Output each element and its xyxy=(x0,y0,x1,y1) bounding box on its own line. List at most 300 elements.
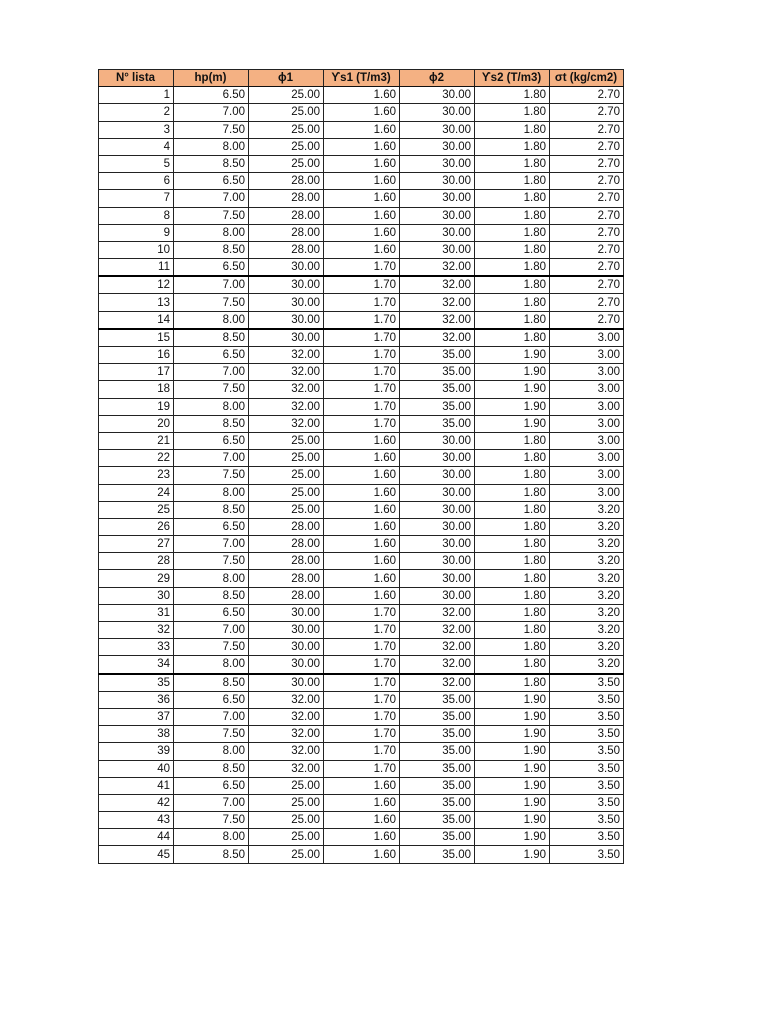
cell-n-lista[interactable]: 34 xyxy=(99,656,174,674)
cell-gamma-s2[interactable]: 1.90 xyxy=(475,398,550,415)
cell-gamma-s2[interactable]: 1.80 xyxy=(475,104,550,121)
cell-gamma-s1[interactable]: 1.60 xyxy=(324,224,400,241)
cell-gamma-s2[interactable]: 1.80 xyxy=(475,432,550,449)
cell-gamma-s1[interactable]: 1.60 xyxy=(324,121,400,138)
cell-hp[interactable]: 8.00 xyxy=(174,311,249,329)
cell-gamma-s1[interactable]: 1.70 xyxy=(324,294,400,311)
cell-gamma-s2[interactable]: 1.80 xyxy=(475,173,550,190)
cell-gamma-s2[interactable]: 1.90 xyxy=(475,347,550,364)
cell-hp[interactable]: 6.50 xyxy=(174,87,249,104)
cell-n-lista[interactable]: 21 xyxy=(99,432,174,449)
cell-gamma-s1[interactable]: 1.70 xyxy=(324,381,400,398)
cell-sigma-t[interactable]: 2.70 xyxy=(550,138,624,155)
cell-phi2[interactable]: 30.00 xyxy=(400,87,475,104)
cell-hp[interactable]: 8.00 xyxy=(174,224,249,241)
cell-phi2[interactable]: 32.00 xyxy=(400,294,475,311)
cell-gamma-s2[interactable]: 1.80 xyxy=(475,138,550,155)
cell-hp[interactable]: 7.50 xyxy=(174,639,249,656)
cell-phi2[interactable]: 35.00 xyxy=(400,381,475,398)
cell-n-lista[interactable]: 29 xyxy=(99,570,174,587)
cell-phi1[interactable]: 32.00 xyxy=(249,398,324,415)
cell-n-lista[interactable]: 8 xyxy=(99,207,174,224)
cell-phi2[interactable]: 30.00 xyxy=(400,518,475,535)
cell-gamma-s2[interactable]: 1.80 xyxy=(475,501,550,518)
cell-gamma-s1[interactable]: 1.70 xyxy=(324,398,400,415)
cell-gamma-s1[interactable]: 1.70 xyxy=(324,691,400,708)
cell-gamma-s1[interactable]: 1.60 xyxy=(324,173,400,190)
cell-gamma-s2[interactable]: 1.80 xyxy=(475,276,550,294)
cell-n-lista[interactable]: 11 xyxy=(99,259,174,277)
cell-gamma-s2[interactable]: 1.90 xyxy=(475,760,550,777)
cell-sigma-t[interactable]: 3.50 xyxy=(550,726,624,743)
cell-gamma-s2[interactable]: 1.80 xyxy=(475,329,550,347)
cell-phi1[interactable]: 25.00 xyxy=(249,846,324,863)
cell-n-lista[interactable]: 35 xyxy=(99,674,174,692)
cell-sigma-t[interactable]: 2.70 xyxy=(550,276,624,294)
cell-n-lista[interactable]: 28 xyxy=(99,553,174,570)
cell-phi2[interactable]: 35.00 xyxy=(400,743,475,760)
cell-sigma-t[interactable]: 2.70 xyxy=(550,104,624,121)
cell-phi2[interactable]: 35.00 xyxy=(400,777,475,794)
cell-gamma-s2[interactable]: 1.80 xyxy=(475,674,550,692)
cell-n-lista[interactable]: 30 xyxy=(99,587,174,604)
cell-phi1[interactable]: 25.00 xyxy=(249,467,324,484)
cell-hp[interactable]: 7.00 xyxy=(174,536,249,553)
cell-hp[interactable]: 6.50 xyxy=(174,259,249,277)
cell-phi1[interactable]: 32.00 xyxy=(249,708,324,725)
cell-phi1[interactable]: 28.00 xyxy=(249,570,324,587)
cell-phi2[interactable]: 32.00 xyxy=(400,329,475,347)
cell-hp[interactable]: 7.00 xyxy=(174,364,249,381)
cell-phi1[interactable]: 28.00 xyxy=(249,207,324,224)
cell-gamma-s1[interactable]: 1.60 xyxy=(324,241,400,258)
cell-gamma-s2[interactable]: 1.80 xyxy=(475,587,550,604)
cell-sigma-t[interactable]: 3.00 xyxy=(550,329,624,347)
cell-hp[interactable]: 8.00 xyxy=(174,138,249,155)
cell-phi1[interactable]: 25.00 xyxy=(249,87,324,104)
cell-phi1[interactable]: 25.00 xyxy=(249,155,324,172)
cell-n-lista[interactable]: 15 xyxy=(99,329,174,347)
cell-n-lista[interactable]: 2 xyxy=(99,104,174,121)
cell-phi2[interactable]: 30.00 xyxy=(400,553,475,570)
cell-sigma-t[interactable]: 3.50 xyxy=(550,829,624,846)
cell-phi2[interactable]: 35.00 xyxy=(400,726,475,743)
cell-phi2[interactable]: 30.00 xyxy=(400,241,475,258)
cell-sigma-t[interactable]: 3.50 xyxy=(550,708,624,725)
cell-n-lista[interactable]: 5 xyxy=(99,155,174,172)
header-cell-gamma-s1[interactable]: ϒs1 (T/m3) xyxy=(324,70,400,87)
cell-gamma-s1[interactable]: 1.60 xyxy=(324,794,400,811)
cell-gamma-s1[interactable]: 1.70 xyxy=(324,674,400,692)
cell-hp[interactable]: 7.00 xyxy=(174,794,249,811)
cell-phi1[interactable]: 32.00 xyxy=(249,347,324,364)
cell-phi2[interactable]: 30.00 xyxy=(400,155,475,172)
cell-sigma-t[interactable]: 3.00 xyxy=(550,398,624,415)
cell-gamma-s1[interactable]: 1.60 xyxy=(324,432,400,449)
cell-sigma-t[interactable]: 3.50 xyxy=(550,743,624,760)
cell-gamma-s2[interactable]: 1.90 xyxy=(475,794,550,811)
cell-sigma-t[interactable]: 3.00 xyxy=(550,364,624,381)
cell-phi1[interactable]: 30.00 xyxy=(249,604,324,621)
cell-gamma-s2[interactable]: 1.80 xyxy=(475,207,550,224)
cell-hp[interactable]: 7.50 xyxy=(174,553,249,570)
cell-gamma-s1[interactable]: 1.60 xyxy=(324,104,400,121)
cell-phi2[interactable]: 30.00 xyxy=(400,104,475,121)
cell-phi2[interactable]: 30.00 xyxy=(400,173,475,190)
cell-phi2[interactable]: 35.00 xyxy=(400,829,475,846)
cell-gamma-s1[interactable]: 1.70 xyxy=(324,276,400,294)
cell-gamma-s1[interactable]: 1.70 xyxy=(324,311,400,329)
cell-n-lista[interactable]: 17 xyxy=(99,364,174,381)
cell-n-lista[interactable]: 31 xyxy=(99,604,174,621)
cell-hp[interactable]: 8.50 xyxy=(174,674,249,692)
cell-gamma-s2[interactable]: 1.80 xyxy=(475,224,550,241)
cell-phi1[interactable]: 28.00 xyxy=(249,173,324,190)
cell-gamma-s1[interactable]: 1.70 xyxy=(324,760,400,777)
cell-gamma-s1[interactable]: 1.70 xyxy=(324,604,400,621)
cell-gamma-s2[interactable]: 1.80 xyxy=(475,241,550,258)
cell-sigma-t[interactable]: 3.50 xyxy=(550,691,624,708)
cell-n-lista[interactable]: 40 xyxy=(99,760,174,777)
cell-hp[interactable]: 6.50 xyxy=(174,777,249,794)
cell-hp[interactable]: 6.50 xyxy=(174,691,249,708)
cell-gamma-s2[interactable]: 1.80 xyxy=(475,155,550,172)
cell-gamma-s2[interactable]: 1.80 xyxy=(475,570,550,587)
cell-phi2[interactable]: 30.00 xyxy=(400,207,475,224)
cell-gamma-s2[interactable]: 1.90 xyxy=(475,743,550,760)
cell-sigma-t[interactable]: 3.20 xyxy=(550,570,624,587)
cell-n-lista[interactable]: 23 xyxy=(99,467,174,484)
cell-gamma-s1[interactable]: 1.60 xyxy=(324,518,400,535)
cell-sigma-t[interactable]: 3.00 xyxy=(550,484,624,501)
cell-phi1[interactable]: 32.00 xyxy=(249,364,324,381)
cell-gamma-s2[interactable]: 1.80 xyxy=(475,604,550,621)
cell-gamma-s2[interactable]: 1.90 xyxy=(475,726,550,743)
cell-phi1[interactable]: 25.00 xyxy=(249,450,324,467)
cell-phi2[interactable]: 32.00 xyxy=(400,656,475,674)
cell-hp[interactable]: 7.00 xyxy=(174,190,249,207)
cell-sigma-t[interactable]: 3.20 xyxy=(550,553,624,570)
cell-gamma-s2[interactable]: 1.80 xyxy=(475,639,550,656)
cell-phi1[interactable]: 30.00 xyxy=(249,674,324,692)
cell-gamma-s1[interactable]: 1.70 xyxy=(324,726,400,743)
cell-gamma-s2[interactable]: 1.80 xyxy=(475,467,550,484)
cell-hp[interactable]: 7.50 xyxy=(174,467,249,484)
cell-n-lista[interactable]: 1 xyxy=(99,87,174,104)
cell-gamma-s2[interactable]: 1.80 xyxy=(475,622,550,639)
cell-phi1[interactable]: 28.00 xyxy=(249,587,324,604)
cell-gamma-s1[interactable]: 1.60 xyxy=(324,570,400,587)
cell-sigma-t[interactable]: 2.70 xyxy=(550,155,624,172)
cell-phi1[interactable]: 25.00 xyxy=(249,794,324,811)
cell-phi1[interactable]: 32.00 xyxy=(249,743,324,760)
cell-gamma-s1[interactable]: 1.60 xyxy=(324,553,400,570)
cell-phi1[interactable]: 32.00 xyxy=(249,760,324,777)
cell-sigma-t[interactable]: 3.20 xyxy=(550,656,624,674)
cell-sigma-t[interactable]: 3.00 xyxy=(550,381,624,398)
cell-gamma-s2[interactable]: 1.80 xyxy=(475,294,550,311)
cell-hp[interactable]: 7.00 xyxy=(174,708,249,725)
header-cell-n-lista[interactable]: N° lista xyxy=(99,70,174,87)
cell-gamma-s1[interactable]: 1.70 xyxy=(324,656,400,674)
cell-sigma-t[interactable]: 3.20 xyxy=(550,587,624,604)
cell-hp[interactable]: 6.50 xyxy=(174,432,249,449)
cell-gamma-s2[interactable]: 1.90 xyxy=(475,829,550,846)
cell-phi2[interactable]: 35.00 xyxy=(400,347,475,364)
cell-hp[interactable]: 7.00 xyxy=(174,276,249,294)
cell-phi2[interactable]: 32.00 xyxy=(400,259,475,277)
cell-gamma-s1[interactable]: 1.60 xyxy=(324,846,400,863)
cell-hp[interactable]: 8.00 xyxy=(174,484,249,501)
cell-gamma-s2[interactable]: 1.90 xyxy=(475,846,550,863)
cell-gamma-s1[interactable]: 1.70 xyxy=(324,639,400,656)
cell-gamma-s1[interactable]: 1.60 xyxy=(324,450,400,467)
cell-n-lista[interactable]: 45 xyxy=(99,846,174,863)
cell-phi2[interactable]: 30.00 xyxy=(400,536,475,553)
cell-phi2[interactable]: 32.00 xyxy=(400,604,475,621)
cell-phi2[interactable]: 35.00 xyxy=(400,760,475,777)
cell-hp[interactable]: 8.50 xyxy=(174,501,249,518)
cell-gamma-s2[interactable]: 1.80 xyxy=(475,553,550,570)
cell-sigma-t[interactable]: 3.50 xyxy=(550,777,624,794)
cell-n-lista[interactable]: 7 xyxy=(99,190,174,207)
cell-hp[interactable]: 8.50 xyxy=(174,155,249,172)
cell-sigma-t[interactable]: 3.20 xyxy=(550,536,624,553)
cell-hp[interactable]: 7.50 xyxy=(174,207,249,224)
cell-phi2[interactable]: 35.00 xyxy=(400,708,475,725)
cell-gamma-s2[interactable]: 1.90 xyxy=(475,364,550,381)
cell-hp[interactable]: 7.50 xyxy=(174,294,249,311)
cell-gamma-s1[interactable]: 1.70 xyxy=(324,708,400,725)
cell-hp[interactable]: 8.00 xyxy=(174,656,249,674)
cell-hp[interactable]: 7.00 xyxy=(174,450,249,467)
cell-phi1[interactable]: 28.00 xyxy=(249,224,324,241)
cell-gamma-s1[interactable]: 1.60 xyxy=(324,777,400,794)
cell-phi2[interactable]: 35.00 xyxy=(400,846,475,863)
cell-phi1[interactable]: 25.00 xyxy=(249,777,324,794)
cell-sigma-t[interactable]: 3.50 xyxy=(550,760,624,777)
cell-phi2[interactable]: 30.00 xyxy=(400,467,475,484)
cell-n-lista[interactable]: 3 xyxy=(99,121,174,138)
cell-gamma-s1[interactable]: 1.60 xyxy=(324,155,400,172)
cell-phi1[interactable]: 25.00 xyxy=(249,484,324,501)
cell-phi1[interactable]: 25.00 xyxy=(249,501,324,518)
cell-hp[interactable]: 6.50 xyxy=(174,604,249,621)
cell-hp[interactable]: 7.00 xyxy=(174,622,249,639)
cell-n-lista[interactable]: 25 xyxy=(99,501,174,518)
cell-sigma-t[interactable]: 3.20 xyxy=(550,518,624,535)
cell-n-lista[interactable]: 26 xyxy=(99,518,174,535)
cell-sigma-t[interactable]: 3.50 xyxy=(550,812,624,829)
cell-hp[interactable]: 8.00 xyxy=(174,829,249,846)
cell-gamma-s1[interactable]: 1.70 xyxy=(324,329,400,347)
cell-phi1[interactable]: 30.00 xyxy=(249,259,324,277)
cell-gamma-s2[interactable]: 1.80 xyxy=(475,311,550,329)
cell-gamma-s2[interactable]: 1.80 xyxy=(475,87,550,104)
cell-phi1[interactable]: 28.00 xyxy=(249,241,324,258)
cell-sigma-t[interactable]: 2.70 xyxy=(550,294,624,311)
cell-gamma-s1[interactable]: 1.70 xyxy=(324,622,400,639)
cell-gamma-s1[interactable]: 1.70 xyxy=(324,415,400,432)
cell-hp[interactable]: 7.50 xyxy=(174,381,249,398)
cell-phi1[interactable]: 32.00 xyxy=(249,726,324,743)
cell-n-lista[interactable]: 16 xyxy=(99,347,174,364)
cell-sigma-t[interactable]: 2.70 xyxy=(550,224,624,241)
cell-gamma-s2[interactable]: 1.80 xyxy=(475,656,550,674)
cell-phi2[interactable]: 30.00 xyxy=(400,570,475,587)
cell-n-lista[interactable]: 43 xyxy=(99,812,174,829)
cell-sigma-t[interactable]: 3.50 xyxy=(550,794,624,811)
cell-phi2[interactable]: 30.00 xyxy=(400,121,475,138)
cell-n-lista[interactable]: 9 xyxy=(99,224,174,241)
cell-phi2[interactable]: 32.00 xyxy=(400,311,475,329)
cell-n-lista[interactable]: 14 xyxy=(99,311,174,329)
cell-gamma-s1[interactable]: 1.70 xyxy=(324,364,400,381)
cell-sigma-t[interactable]: 3.00 xyxy=(550,347,624,364)
cell-phi2[interactable]: 30.00 xyxy=(400,190,475,207)
cell-phi1[interactable]: 30.00 xyxy=(249,329,324,347)
cell-phi2[interactable]: 30.00 xyxy=(400,224,475,241)
cell-phi1[interactable]: 30.00 xyxy=(249,639,324,656)
cell-n-lista[interactable]: 39 xyxy=(99,743,174,760)
cell-hp[interactable]: 8.00 xyxy=(174,743,249,760)
cell-n-lista[interactable]: 24 xyxy=(99,484,174,501)
cell-hp[interactable]: 8.50 xyxy=(174,241,249,258)
cell-phi1[interactable]: 28.00 xyxy=(249,518,324,535)
cell-hp[interactable]: 6.50 xyxy=(174,518,249,535)
cell-sigma-t[interactable]: 3.00 xyxy=(550,467,624,484)
cell-sigma-t[interactable]: 2.70 xyxy=(550,207,624,224)
cell-n-lista[interactable]: 44 xyxy=(99,829,174,846)
header-cell-hp[interactable]: hp(m) xyxy=(174,70,249,87)
cell-phi1[interactable]: 25.00 xyxy=(249,121,324,138)
cell-sigma-t[interactable]: 2.70 xyxy=(550,259,624,277)
cell-phi1[interactable]: 30.00 xyxy=(249,622,324,639)
cell-n-lista[interactable]: 42 xyxy=(99,794,174,811)
cell-phi1[interactable]: 32.00 xyxy=(249,415,324,432)
cell-hp[interactable]: 6.50 xyxy=(174,173,249,190)
cell-gamma-s1[interactable]: 1.70 xyxy=(324,743,400,760)
cell-sigma-t[interactable]: 3.00 xyxy=(550,450,624,467)
cell-gamma-s2[interactable]: 1.80 xyxy=(475,259,550,277)
cell-sigma-t[interactable]: 3.20 xyxy=(550,622,624,639)
cell-sigma-t[interactable]: 3.50 xyxy=(550,674,624,692)
cell-sigma-t[interactable]: 3.20 xyxy=(550,501,624,518)
cell-gamma-s2[interactable]: 1.90 xyxy=(475,708,550,725)
header-cell-gamma-s2[interactable]: ϒs2 (T/m3) xyxy=(475,70,550,87)
cell-n-lista[interactable]: 13 xyxy=(99,294,174,311)
cell-gamma-s1[interactable]: 1.60 xyxy=(324,501,400,518)
cell-sigma-t[interactable]: 3.20 xyxy=(550,639,624,656)
cell-phi1[interactable]: 32.00 xyxy=(249,691,324,708)
cell-sigma-t[interactable]: 2.70 xyxy=(550,241,624,258)
cell-hp[interactable]: 7.00 xyxy=(174,104,249,121)
cell-phi1[interactable]: 25.00 xyxy=(249,812,324,829)
cell-sigma-t[interactable]: 2.70 xyxy=(550,87,624,104)
cell-n-lista[interactable]: 32 xyxy=(99,622,174,639)
cell-gamma-s2[interactable]: 1.90 xyxy=(475,777,550,794)
cell-hp[interactable]: 6.50 xyxy=(174,347,249,364)
cell-phi1[interactable]: 25.00 xyxy=(249,138,324,155)
cell-phi1[interactable]: 30.00 xyxy=(249,276,324,294)
cell-phi2[interactable]: 35.00 xyxy=(400,794,475,811)
cell-phi2[interactable]: 32.00 xyxy=(400,674,475,692)
cell-phi2[interactable]: 30.00 xyxy=(400,484,475,501)
cell-gamma-s2[interactable]: 1.90 xyxy=(475,415,550,432)
cell-gamma-s1[interactable]: 1.60 xyxy=(324,536,400,553)
cell-gamma-s1[interactable]: 1.60 xyxy=(324,87,400,104)
cell-phi2[interactable]: 30.00 xyxy=(400,450,475,467)
cell-n-lista[interactable]: 27 xyxy=(99,536,174,553)
cell-gamma-s1[interactable]: 1.60 xyxy=(324,812,400,829)
cell-n-lista[interactable]: 38 xyxy=(99,726,174,743)
cell-phi1[interactable]: 30.00 xyxy=(249,311,324,329)
cell-gamma-s2[interactable]: 1.80 xyxy=(475,450,550,467)
cell-n-lista[interactable]: 10 xyxy=(99,241,174,258)
cell-sigma-t[interactable]: 3.00 xyxy=(550,432,624,449)
cell-hp[interactable]: 8.50 xyxy=(174,760,249,777)
cell-hp[interactable]: 7.50 xyxy=(174,726,249,743)
header-cell-sigma-t[interactable]: σt (kg/cm2) xyxy=(550,70,624,87)
cell-hp[interactable]: 8.00 xyxy=(174,398,249,415)
cell-sigma-t[interactable]: 3.20 xyxy=(550,604,624,621)
cell-sigma-t[interactable]: 3.00 xyxy=(550,415,624,432)
cell-phi2[interactable]: 32.00 xyxy=(400,639,475,656)
cell-hp[interactable]: 8.00 xyxy=(174,570,249,587)
cell-n-lista[interactable]: 33 xyxy=(99,639,174,656)
cell-sigma-t[interactable]: 2.70 xyxy=(550,311,624,329)
cell-gamma-s1[interactable]: 1.60 xyxy=(324,467,400,484)
cell-phi2[interactable]: 30.00 xyxy=(400,501,475,518)
cell-sigma-t[interactable]: 2.70 xyxy=(550,121,624,138)
cell-sigma-t[interactable]: 2.70 xyxy=(550,173,624,190)
cell-phi1[interactable]: 28.00 xyxy=(249,536,324,553)
cell-n-lista[interactable]: 19 xyxy=(99,398,174,415)
cell-hp[interactable]: 8.50 xyxy=(174,329,249,347)
header-cell-phi2[interactable]: ϕ2 xyxy=(400,70,475,87)
cell-phi2[interactable]: 30.00 xyxy=(400,432,475,449)
cell-hp[interactable]: 8.50 xyxy=(174,846,249,863)
cell-gamma-s1[interactable]: 1.70 xyxy=(324,347,400,364)
cell-phi2[interactable]: 30.00 xyxy=(400,587,475,604)
cell-gamma-s2[interactable]: 1.80 xyxy=(475,121,550,138)
cell-gamma-s1[interactable]: 1.70 xyxy=(324,259,400,277)
cell-phi1[interactable]: 30.00 xyxy=(249,656,324,674)
cell-hp[interactable]: 7.50 xyxy=(174,812,249,829)
cell-gamma-s1[interactable]: 1.60 xyxy=(324,484,400,501)
cell-n-lista[interactable]: 37 xyxy=(99,708,174,725)
cell-n-lista[interactable]: 6 xyxy=(99,173,174,190)
header-cell-phi1[interactable]: ϕ1 xyxy=(249,70,324,87)
cell-hp[interactable]: 7.50 xyxy=(174,121,249,138)
cell-hp[interactable]: 8.50 xyxy=(174,587,249,604)
cell-phi2[interactable]: 32.00 xyxy=(400,276,475,294)
cell-gamma-s2[interactable]: 1.90 xyxy=(475,691,550,708)
cell-phi2[interactable]: 35.00 xyxy=(400,812,475,829)
cell-sigma-t[interactable]: 2.70 xyxy=(550,190,624,207)
cell-gamma-s1[interactable]: 1.60 xyxy=(324,587,400,604)
cell-phi2[interactable]: 32.00 xyxy=(400,622,475,639)
cell-n-lista[interactable]: 18 xyxy=(99,381,174,398)
cell-gamma-s1[interactable]: 1.60 xyxy=(324,138,400,155)
cell-n-lista[interactable]: 41 xyxy=(99,777,174,794)
cell-phi1[interactable]: 32.00 xyxy=(249,381,324,398)
cell-gamma-s2[interactable]: 1.80 xyxy=(475,190,550,207)
cell-gamma-s2[interactable]: 1.80 xyxy=(475,484,550,501)
cell-gamma-s2[interactable]: 1.80 xyxy=(475,518,550,535)
cell-phi2[interactable]: 35.00 xyxy=(400,364,475,381)
cell-gamma-s2[interactable]: 1.80 xyxy=(475,536,550,553)
